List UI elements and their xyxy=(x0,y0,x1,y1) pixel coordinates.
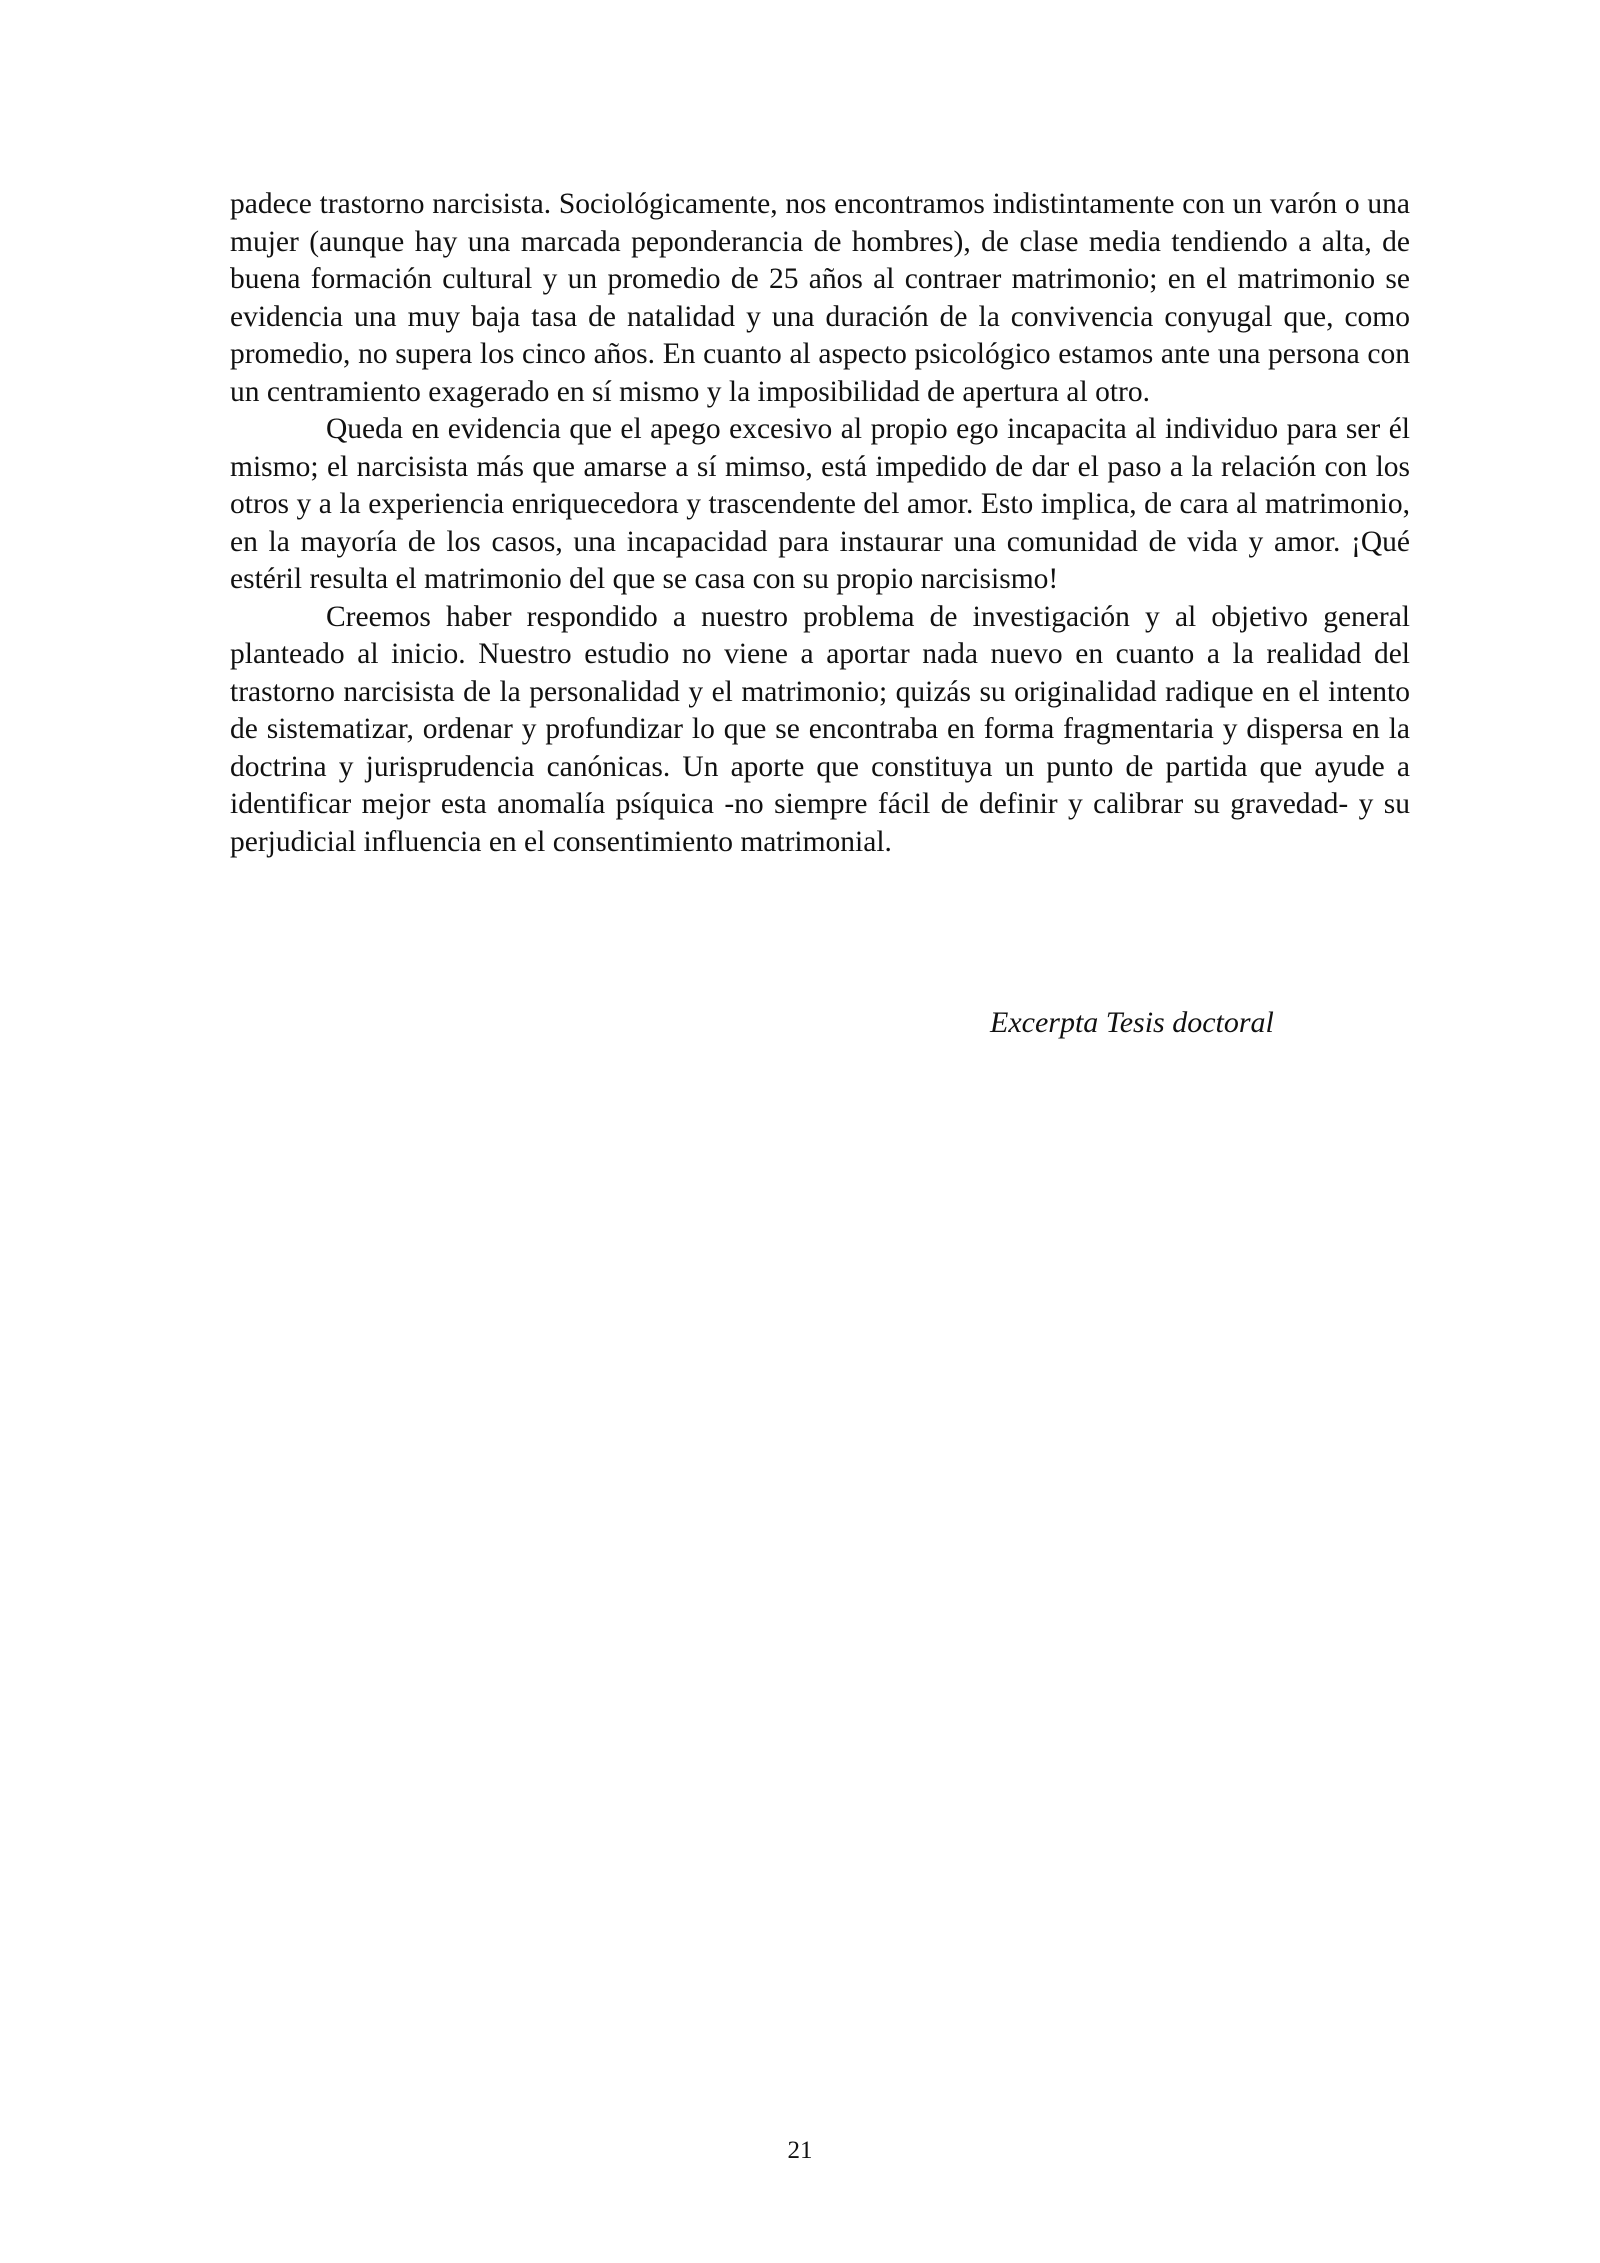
paragraph-2: Queda en evidencia que el apego excesivo al propio ego incapacita al individuo para ser él mismo; el narcisista más que amarse a sí mimso, está impedido de dar el paso a la relación con los otros y a la experiencia enriquecedora y trascendente del amor. Esto implica, de cara al matrimonio, en la mayoría de los casos, una incapacidad para instaurar una comunidad de vida y amor. ¡Qué estéril resulta el matrimonio del que se casa con su propio narcisismo! xyxy=(230,413,1410,595)
paragraph-3: Creemos haber respondido a nuestro problema de investigación y al objetivo general planteado al inicio. Nuestro estudio no viene a aportar nada nuevo en cuanto a la realidad del trastorno narcisista de la personalidad y el matrimonio; quizás su originalidad radique en el intento de sistematizar, ordenar y profundizar lo que se encontraba en forma fragmentaria y dispersa en la doctrina y jurisprudencia canónicas. Un aporte que constituya un punto de partida que ayude a identificar mejor esta anomalía psíquica -no siempre fácil de definir y calibrar su gravedad- y su perjudicial influencia en el consentimiento matrimonial. xyxy=(230,600,1410,858)
paragraph-1: padece trastorno narcisista. Sociológicamente, nos encontramos indistintamente con un varón o una mujer (aunque hay una marcada peponderancia de hombres), de clase media tendiendo a alta, de buena formación cultural y un promedio de 25 años al contraer matrimonio; en el matrimonio se evidencia una muy baja tasa de natalidad y una duración de la convivencia conyugal que, como promedio, no supera los cinco años. En cuanto al aspecto psicológico estamos ante una persona con un centramiento exagerado en sí mismo y la imposibilidad de apertura al otro. xyxy=(230,188,1410,408)
body-text xyxy=(230,186,1410,861)
page-number: 21 xyxy=(787,2137,813,2164)
signature: Excerpta Tesis doctoral xyxy=(990,1006,1274,1039)
